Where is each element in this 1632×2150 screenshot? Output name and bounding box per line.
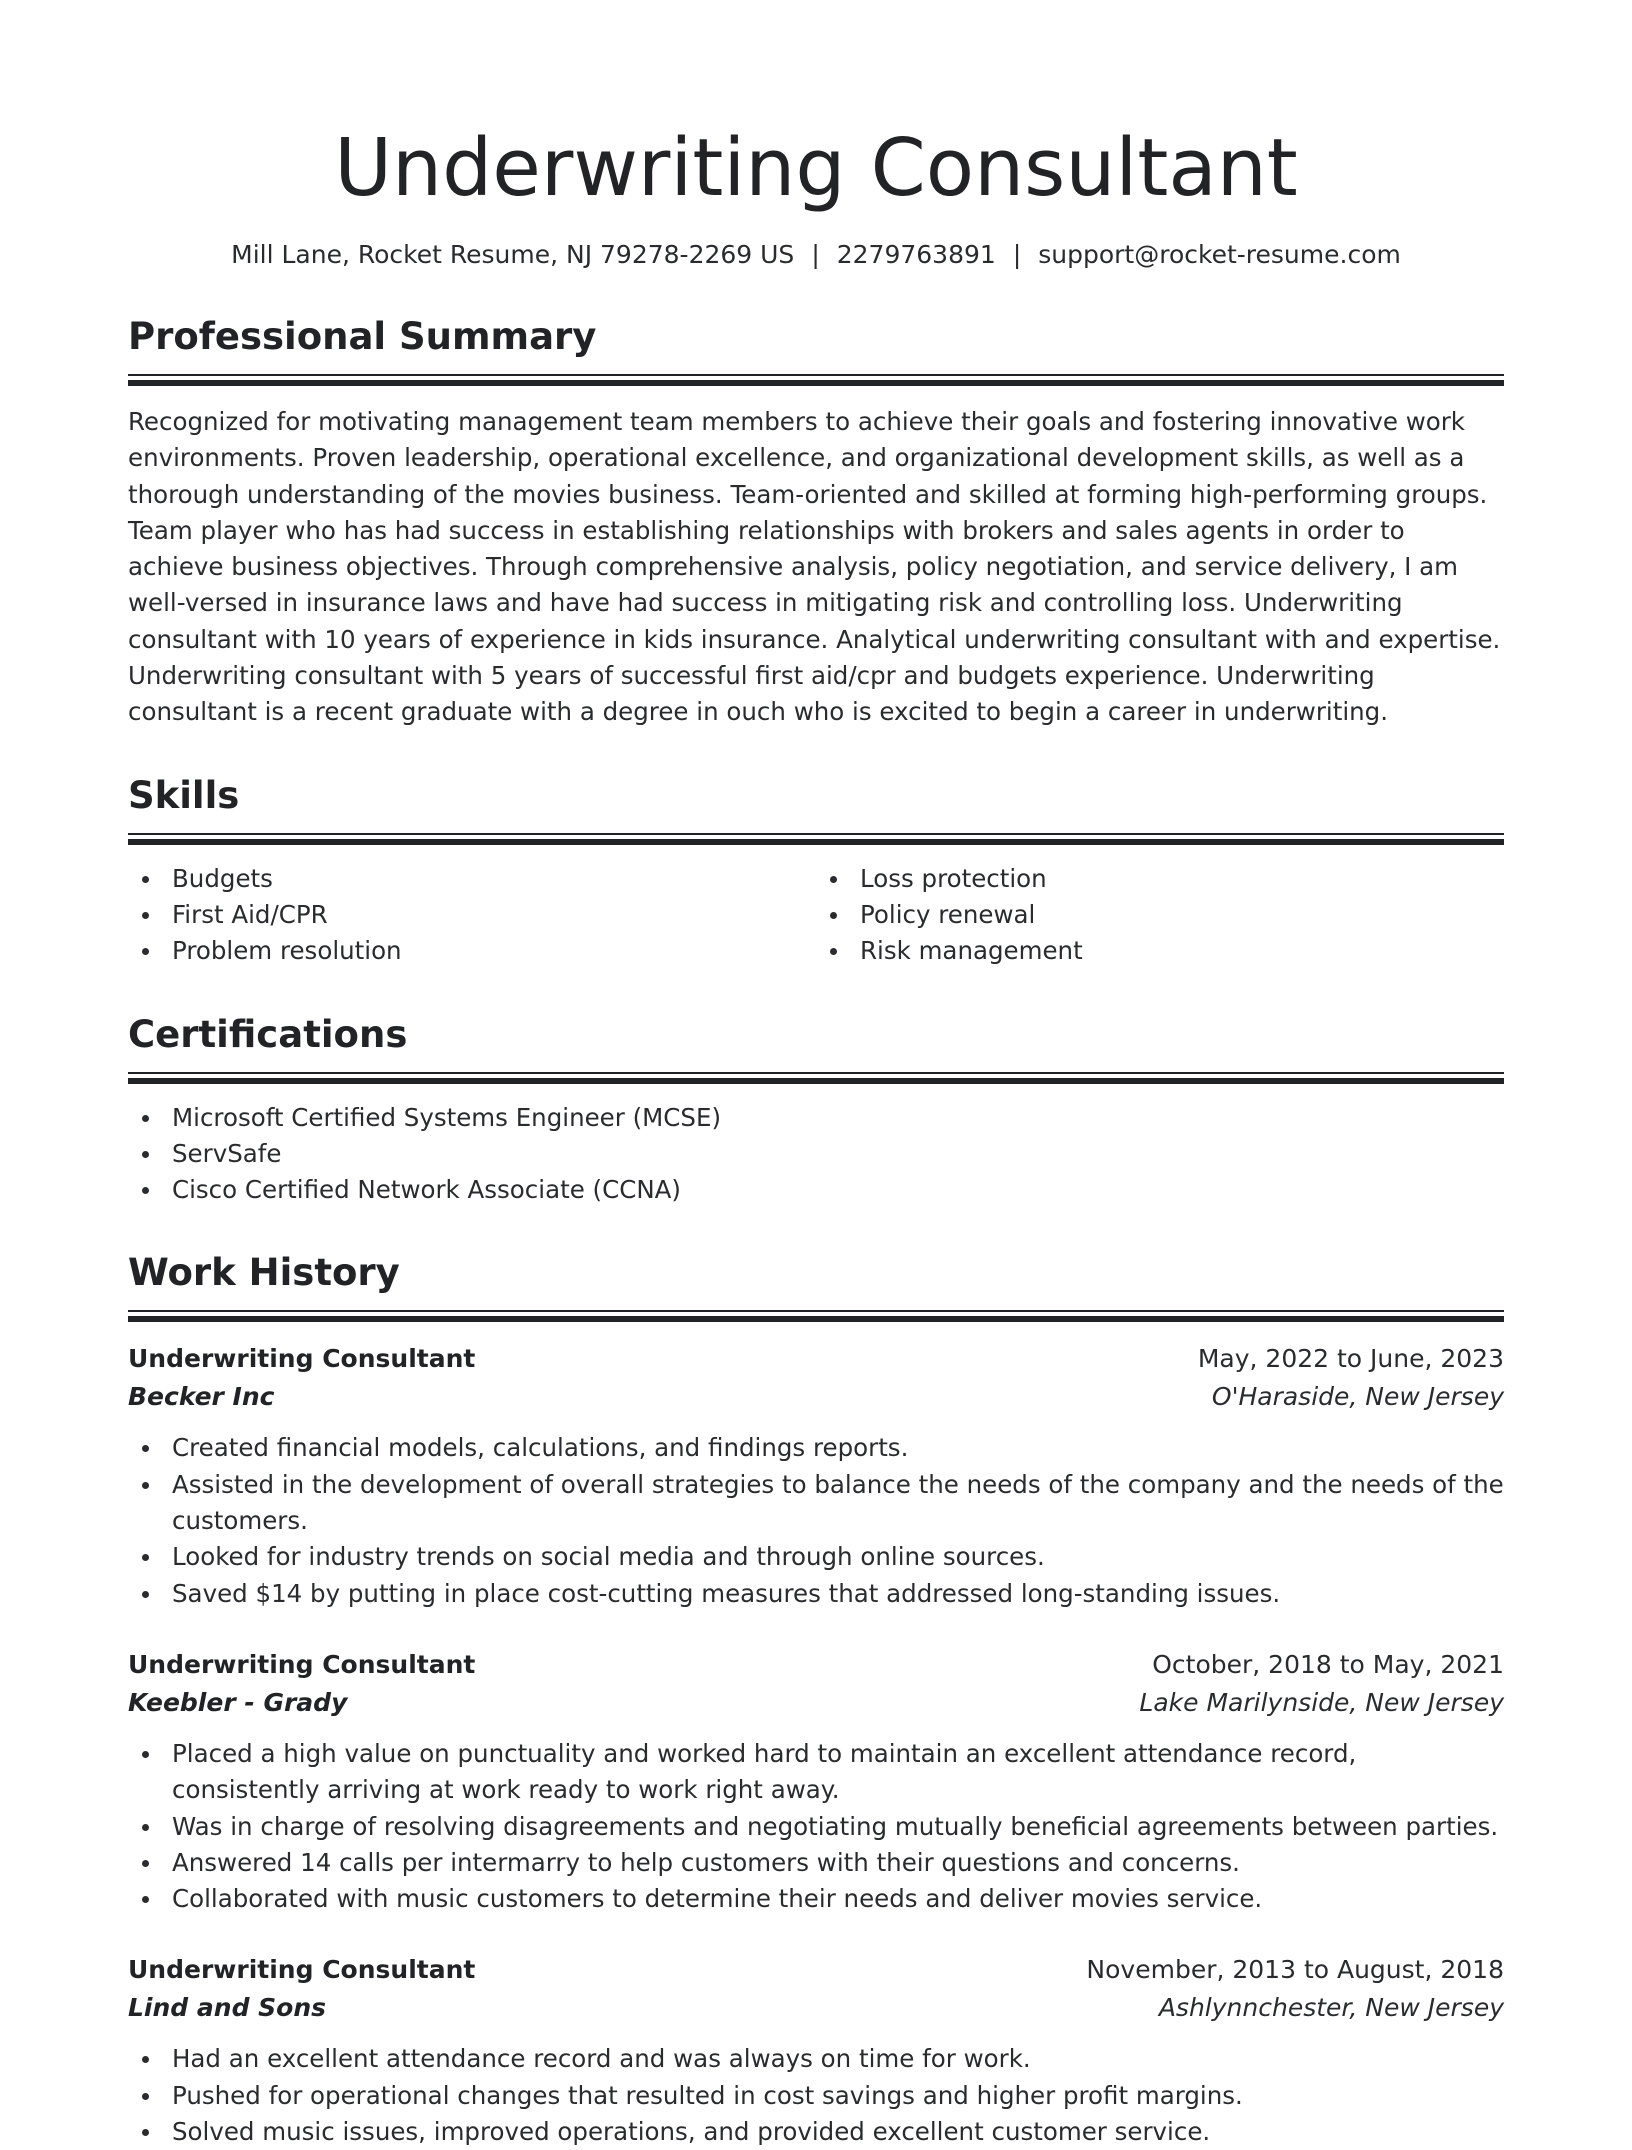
job-bullet: Collaborated with music customers to determine their needs and deliver movies service.: [128, 1881, 1504, 1917]
skill-item: Risk management: [816, 933, 1504, 969]
job-header: [128, 1951, 1504, 1989]
job-bullet: Created financial models, calculations, and findings reports.: [128, 1430, 1504, 1466]
job-entry: [128, 1340, 1504, 1611]
job-bullet: Saved $14 by putting in place cost-cutting measures that addressed long-standing issues.: [128, 1576, 1504, 1612]
job-dates: May, 2022 to June, 2023: [1197, 1344, 1504, 1374]
job-location: Ashlynnchester, New Jersey: [1158, 1993, 1504, 2023]
certifications-list: [128, 1100, 1504, 1209]
job-subheader: [128, 1989, 1504, 2027]
job-bullets: [128, 1736, 1504, 1917]
summary-heading: Professional Summary: [128, 315, 597, 358]
skill-item: Policy renewal: [816, 897, 1504, 933]
job-location: O'Haraside, New Jersey: [1211, 1382, 1504, 1412]
job-company: Becker Inc: [128, 1382, 275, 1412]
job-bullet: Was in charge of resolving disagreements and negotiating mutually beneficial agreements between parties.: [128, 1809, 1504, 1845]
certification-item: Cisco Certified Network Associate (CCNA): [128, 1172, 1504, 1208]
section-divider: [128, 1072, 1504, 1084]
contact-address: Mill Lane, Rocket Resume, NJ 79278-2269 US: [231, 240, 795, 269]
job-bullet: Looked for industry trends on social media and through online sources.: [128, 1539, 1504, 1575]
job-bullets: [128, 2041, 1504, 2150]
job-subheader: [128, 1378, 1504, 1416]
job-title: Underwriting Consultant: [128, 1955, 476, 1985]
job-title: Underwriting Consultant: [128, 1649, 476, 1679]
section-divider: [128, 1310, 1504, 1322]
job-company: Keebler - Grady: [128, 1687, 348, 1717]
job-header: [128, 1340, 1504, 1378]
contact-phone: 2279763891: [836, 240, 996, 269]
contact-separator: |: [811, 240, 820, 269]
certification-item: Microsoft Certified Systems Engineer (MCSE): [128, 1100, 1504, 1136]
job-bullet: Assisted in the development of overall strategies to balance the needs of the company and the needs of the customers.: [128, 1467, 1504, 1540]
skill-item: First Aid/CPR: [128, 897, 816, 933]
job-entry: [128, 1951, 1504, 2150]
job-header: [128, 1646, 1504, 1684]
contact-separator: |: [1012, 240, 1022, 269]
job-company: Lind and Sons: [128, 1993, 327, 2023]
job-bullet: Had an excellent attendance record and was always on time for work.: [128, 2041, 1504, 2077]
skills-column-right: [816, 861, 1504, 970]
section-divider: [128, 374, 1504, 386]
resume-title: Underwriting Consultant: [334, 122, 1298, 214]
skill-item: Budgets: [128, 861, 816, 897]
skills-list: [128, 861, 1504, 970]
work-history-heading: Work History: [128, 1251, 400, 1295]
job-bullet: Pushed for operational changes that resulted in cost savings and higher profit margins.: [128, 2078, 1504, 2114]
certification-item: ServSafe: [128, 1136, 1504, 1172]
skills-column-left: [128, 861, 816, 970]
skills-heading: Skills: [128, 773, 240, 817]
job-bullet: Solved music issues, improved operations, and provided excellent customer service.: [128, 2114, 1504, 2150]
job-title: Underwriting Consultant: [128, 1344, 476, 1374]
contact-line: [128, 238, 1504, 272]
job-dates: October, 2018 to May, 2021: [1152, 1649, 1504, 1679]
job-dates: November, 2013 to August, 2018: [1086, 1955, 1504, 1985]
job-bullet: Answered 14 calls per intermarry to help customers with their questions and concerns.: [128, 1845, 1504, 1881]
job-subheader: [128, 1684, 1504, 1722]
certifications-heading: Certifications: [128, 1012, 408, 1056]
job-bullet: Placed a high value on punctuality and worked hard to maintain an excellent attendance record, consistently arriving at work ready to work right away.: [128, 1736, 1504, 1809]
job-entry: [128, 1646, 1504, 1917]
summary-text: Recognized for motivating management team members to achieve their goals and fostering innovative work environments. Proven leadership, operational excellence, and organizational development skills, as well as a thorough understanding of the movies business. Team-oriented and skilled at forming high-performing groups. Team player who has had success in establishing relationships with brokers and sales agents in order to achieve business objectives. Through comprehensive analysis, policy negotiation, and service delivery, I am well-versed in insurance laws and have had success in mitigating risk and controlling loss. Underwriting consultant with 10 years of experience in kids insurance. Analytical underwriting consultant with and expertise. Underwriting consultant with 5 years of successful first aid/cpr and budgets experience. Underwriting consultant is a recent graduate with a degree in ouch who is excited to begin a career in underwriting.: [128, 407, 1501, 727]
skill-item: Problem resolution: [128, 933, 816, 969]
skill-item: Loss protection: [816, 861, 1504, 897]
contact-email: support@rocket-resume.com: [1038, 240, 1401, 269]
section-divider: [128, 833, 1504, 845]
job-location: Lake Marilynside, New Jersey: [1139, 1687, 1504, 1717]
job-bullets: [128, 1430, 1504, 1611]
